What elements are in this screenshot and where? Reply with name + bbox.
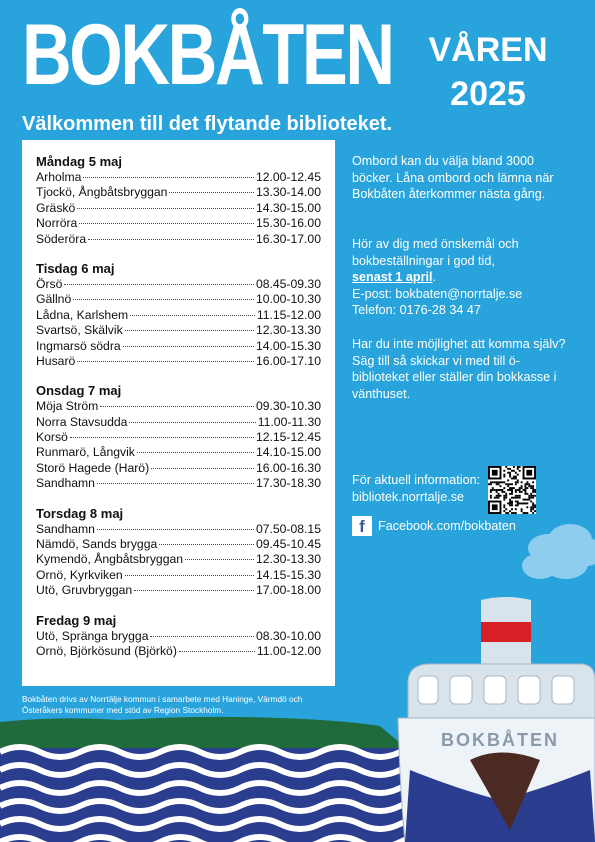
season-label [428,28,548,116]
email-line[interactable]: E-post: bokbaten@norrtalje.se [352,286,523,301]
stop-place: Norröra [36,216,78,231]
facebook-link[interactable]: Facebook.com/bokbaten [378,519,516,533]
stop-time: 09.30-10.30 [255,399,321,414]
dot-leader [73,299,254,300]
stop-row [36,201,321,216]
stop-row [36,399,321,414]
stop-time: 12.30-13.30 [255,323,321,338]
stop-place: Sandhamn [36,521,95,536]
stop-place: Husarö [36,353,76,368]
info-paragraph-order [352,236,567,286]
dot-leader [70,437,254,438]
ship-name-label: BOKBÅTEN [441,730,559,750]
dot-leader [97,529,254,530]
info-paragraph-borrow: Ombord kan du välja bland 3000 böcker. Låna ombord och lämna när Bokbåten återkommer nästa gång. [352,154,554,201]
schedule-day [36,506,321,599]
stop-row [36,461,321,476]
dot-leader [185,559,254,560]
stop-time: 13.30-14.00 [255,185,321,200]
stop-time: 14.15-15.30 [255,567,321,582]
stop-row [36,277,321,292]
stop-time: 10.00-10.30 [255,292,321,307]
schedule-panel [22,140,335,686]
dot-leader [159,544,254,545]
dot-leader [169,192,254,193]
dot-leader [179,651,255,652]
stop-time: 08.30-10.00 [255,628,321,643]
order-text: Hör av dig med önskemål och bokbeställningar i god tid, [352,237,519,268]
stop-time: 15.30-16.00 [255,216,321,231]
day-title: Fredag 9 maj [36,612,117,628]
info-block-order [352,236,567,319]
stop-time: 16.30-17.00 [255,231,321,246]
ship-illustration [398,597,595,842]
dot-leader [150,636,253,637]
stop-place: Ingmarsö södra [36,338,121,353]
dot-leader [130,315,255,316]
day-title: Onsdag 7 maj [36,383,122,399]
stop-row [36,185,321,200]
stop-time: 17.00-18.00 [255,583,321,598]
schedule-day [36,261,321,369]
stop-time: 08.45-09.30 [255,276,321,291]
stop-row [36,629,321,644]
dot-leader [83,177,254,178]
footer-note: Bokbåten drivs av Norrtälje kommun i samarbete med Haninge, Värmdö och Österåkers kommuner med stöd av Region Stockholm. [22,694,303,715]
stop-row [36,308,321,323]
qr-code[interactable] [488,466,536,514]
main-title: BOKBÅTEN [22,7,393,103]
dot-leader [137,452,254,453]
day-title: Torsdag 8 maj [36,505,124,521]
stop-place: Arholma [36,170,82,184]
stop-place: Gräskö [36,200,76,215]
dot-leader [125,330,254,331]
stop-row [36,644,321,659]
info-block-delivery [352,336,567,402]
stop-place: Ornö, Björkösund (Björkö) [36,643,177,658]
order-deadline: senast 1 april [352,270,433,284]
stop-place: Ornö, Kyrkviken [36,567,123,582]
stop-time: 14.30-15.00 [255,200,321,215]
stop-row [36,354,321,369]
stop-place: Svartsö, Skälvik [36,323,123,338]
dot-leader [151,468,254,469]
season-year: 2025 [450,75,526,113]
dot-leader [125,575,254,576]
stop-time: 12.00-12.45 [255,170,321,184]
stop-place: Tjockö, Ångbåtsbryggan [36,185,168,200]
stop-row [36,476,321,491]
stop-time: 14.10-15.00 [255,445,321,460]
stop-place: Nämdö, Sands brygga [36,537,158,552]
stop-time: 14.00-15.30 [255,338,321,353]
info-paragraph-delivery: Har du inte möjlighet att komma själv? Säg till så skickar vi med till ö-biblioteket eller ställer din bokkasse i vänthuset. [352,337,566,401]
schedule-day [36,383,321,491]
stop-place: Runmarö, Långvik [36,445,135,460]
stop-row [36,445,321,460]
day-title: Tisdag 6 maj [36,260,115,276]
stop-row [36,232,321,247]
dot-leader [129,422,255,423]
stop-time: 11.00-12.00 [256,643,321,658]
stop-place: Kymendö, Ångbåtsbryggan [36,552,184,567]
stop-row [36,568,321,583]
stop-place: Korsö [36,430,68,445]
phone-line[interactable]: Telefon: 0176-28 34 47 [352,303,481,317]
stop-row [36,522,321,537]
stop-time: 12.15-12.45 [255,430,321,445]
stop-row [36,216,321,231]
stop-place: Sandhamn [36,476,95,491]
stop-time: 07.50-08.15 [255,521,321,536]
stop-place: Gällnö [36,292,72,307]
season-name: VÅREN [428,31,548,69]
info-block-current [352,472,487,505]
dot-leader [77,208,254,209]
dot-leader [64,284,254,285]
schedule-day [36,154,321,247]
dot-leader [123,346,254,347]
stop-place: Lådna, Karlshem [36,307,129,322]
stop-place: Storö Hagede (Harö) [36,460,150,475]
stop-time: 17.30-18.30 [255,476,321,491]
stop-time: 11.00-11.30 [257,414,321,429]
dot-leader [77,361,254,362]
dot-leader [88,239,254,240]
stop-place: Söderöra [36,231,87,246]
stop-time: 11.15-12.00 [256,307,321,322]
smoke-cloud [522,524,595,579]
dot-leader [100,406,254,407]
dot-leader [79,223,254,224]
stop-row [36,170,321,185]
order-punctuation: . [432,270,437,284]
stop-time: 09.45-10.45 [255,537,321,552]
stop-row [36,583,321,598]
facebook-icon[interactable]: f [352,516,372,536]
current-info-url[interactable]: bibliotek.norrtalje.se [352,489,465,504]
subtitle: Välkommen till det flytande biblioteket. [22,113,393,135]
info-block-borrow [352,153,567,203]
schedule-day [36,613,321,660]
stop-time: 16.00-17.10 [255,353,321,368]
stop-place: Möja Ström [36,399,99,414]
dot-leader [97,483,254,484]
stop-place: Utö, Spränga brygga [36,628,149,643]
stop-row [36,339,321,354]
stop-row [36,537,321,552]
stop-time: 16.00-16.30 [255,460,321,475]
stop-row [36,292,321,307]
stop-row [36,552,321,567]
dot-leader [134,590,254,591]
stop-place: Norra Stavsudda [36,414,128,429]
stop-time: 12.30-13.30 [255,552,321,567]
stop-row [36,430,321,445]
stop-place: Örsö [36,276,63,291]
stop-place: Utö, Gruvbryggan [36,583,133,598]
stop-row [36,323,321,338]
day-title: Måndag 5 maj [36,154,122,169]
stop-row [36,415,321,430]
current-info-label: För aktuell information: [352,473,481,487]
